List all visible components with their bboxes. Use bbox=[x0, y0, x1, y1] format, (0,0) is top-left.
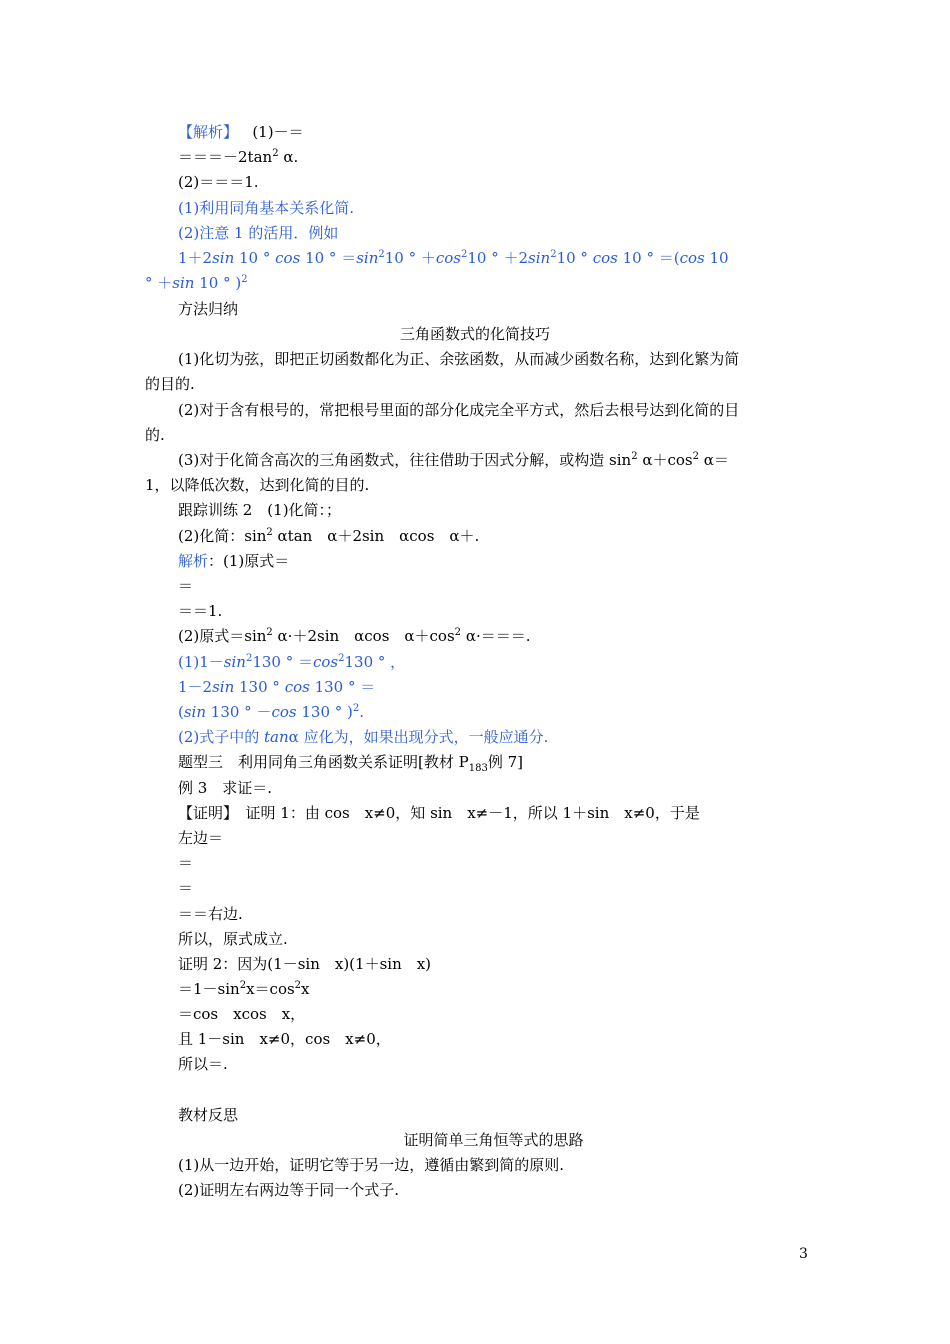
text: sin bbox=[183, 703, 207, 721]
section-heading: 方法归纳 bbox=[178, 300, 239, 318]
solution-line bbox=[178, 626, 530, 646]
proof-line: ＝ bbox=[178, 879, 194, 897]
solution-line: ＝＝1. bbox=[178, 602, 223, 620]
text: 10 ° bbox=[234, 249, 276, 267]
text: α. bbox=[278, 148, 299, 166]
text: 10 ° ＝ bbox=[300, 249, 357, 267]
text: cos bbox=[679, 249, 705, 267]
exercise-title: 跟踪训练 2 (1)化简：； bbox=[178, 501, 342, 519]
text: 10 ° ＝( bbox=[617, 249, 680, 267]
text: sin bbox=[223, 653, 246, 671]
text: 题型三 利用同角三角函数关系证明[教材 P bbox=[178, 753, 469, 771]
text: (2)式子中的 bbox=[178, 728, 265, 746]
superscript: 2 bbox=[692, 451, 699, 462]
text: ° ＋ bbox=[145, 274, 173, 292]
hint-line-1: (1)利用同角基本关系化简. bbox=[178, 199, 355, 217]
text: ＝＝＝－2tan bbox=[178, 148, 273, 166]
text: sin bbox=[528, 249, 551, 267]
text: cos bbox=[313, 653, 339, 671]
hint-line bbox=[178, 727, 548, 747]
paragraph-line: (1)从一边开始，证明它等于另一边，遵循由繁到简的原则. bbox=[178, 1156, 565, 1174]
analysis-line-1 bbox=[178, 122, 304, 142]
text: 10 ° ＋ bbox=[384, 249, 436, 267]
section-title: 证明简单三角恒等式的思路 bbox=[403, 1131, 584, 1149]
hint-formula-line bbox=[178, 702, 364, 722]
paragraph-line: 1，以降低次数，达到化简的目的. bbox=[145, 476, 370, 494]
proof-line bbox=[178, 803, 700, 823]
text: cos bbox=[435, 249, 461, 267]
hint-formula-line bbox=[178, 248, 729, 268]
proof-line: ＝cos xcos x， bbox=[178, 1005, 306, 1023]
text: 1＋2 bbox=[178, 249, 213, 267]
superscript: 2 bbox=[454, 627, 462, 638]
text: x bbox=[301, 980, 310, 998]
proof-line: 所以＝. bbox=[178, 1055, 228, 1073]
subscript: 183 bbox=[468, 763, 488, 774]
text: tan bbox=[264, 728, 289, 746]
analysis-label: 【解析】 bbox=[178, 123, 239, 141]
text: (1)－＝ bbox=[252, 123, 304, 141]
text: ：(1)原式＝ bbox=[208, 552, 290, 570]
text: 130 ° － bbox=[206, 703, 272, 721]
text: sin bbox=[172, 274, 195, 292]
paragraph-line: 的目的. bbox=[145, 375, 195, 393]
hint-formula-line-cont bbox=[145, 273, 248, 293]
text: αtan α＋2sin αcos α＋. bbox=[272, 527, 480, 545]
superscript: 2 bbox=[338, 653, 345, 664]
page-number: 3 bbox=[799, 1246, 808, 1262]
proof-label: 【证明】 bbox=[178, 804, 231, 822]
paragraph-line: (2)对于含有根号的，常把根号里面的部分化成完全平方式，然后去根号达到化简的目 bbox=[178, 401, 740, 419]
superscript: 2 bbox=[239, 980, 247, 991]
text: 130 ° ＝ bbox=[252, 653, 313, 671]
text: α·＋2sin αcos α＋cos bbox=[272, 627, 455, 645]
proof-line: 且 1－sin x≠0，cos x≠0， bbox=[178, 1030, 391, 1048]
text: x＝cos bbox=[246, 980, 295, 998]
text: ＝1－sin bbox=[178, 980, 240, 998]
text: 130 ° ， bbox=[344, 653, 406, 671]
superscript: 2 bbox=[378, 249, 385, 260]
example-title: 例 3 求证＝. bbox=[178, 779, 273, 797]
text: α·＝＝＝. bbox=[461, 627, 531, 645]
text: cos bbox=[284, 678, 310, 696]
text: 10 ° ＋2 bbox=[467, 249, 529, 267]
hint-line-2: (2)注意 1 的活用．例如 bbox=[178, 224, 339, 242]
proof-line: 左边＝ bbox=[178, 829, 224, 847]
proof-line: ＝＝右边. bbox=[178, 905, 243, 923]
section-heading: 教材反思 bbox=[178, 1106, 239, 1124]
text: 130 ° ＝ bbox=[309, 678, 376, 696]
superscript: 2 bbox=[352, 703, 360, 714]
exercise-line bbox=[178, 526, 479, 546]
text: 130 ° ) bbox=[296, 703, 353, 721]
solution-line: ＝ bbox=[178, 577, 194, 595]
text: (2)化简：sin bbox=[178, 527, 267, 545]
proof-line: ＝ bbox=[178, 854, 194, 872]
text: α＋cos bbox=[637, 451, 693, 469]
solution-label: 解析 bbox=[178, 552, 209, 570]
proof-line bbox=[178, 979, 310, 999]
superscript: 2 bbox=[550, 249, 557, 260]
text: α 应化为，如果出现分式，一般应通分. bbox=[288, 728, 549, 746]
text: cos bbox=[275, 249, 301, 267]
text: 130 ° bbox=[234, 678, 285, 696]
text: 10 ° ) bbox=[194, 274, 242, 292]
text: 1－2 bbox=[178, 678, 213, 696]
text: cos bbox=[271, 703, 297, 721]
hint-formula-line bbox=[178, 652, 405, 672]
proof-line: 所以，原式成立. bbox=[178, 930, 288, 948]
text: cos bbox=[592, 249, 618, 267]
paragraph-line bbox=[178, 450, 729, 470]
text: ( bbox=[178, 703, 184, 721]
text: 例 7] bbox=[487, 753, 523, 771]
analysis-line-2 bbox=[178, 147, 298, 167]
proof-line: 证明 2：因为(1－sin x)(1＋sin x) bbox=[178, 955, 432, 973]
text: 10 ° bbox=[556, 249, 593, 267]
solution-line bbox=[178, 551, 289, 571]
text: . bbox=[359, 703, 365, 721]
text: sin bbox=[212, 249, 235, 267]
superscript: 2 bbox=[461, 249, 468, 260]
superscript: 2 bbox=[266, 527, 273, 538]
text: α＝ bbox=[698, 451, 729, 469]
hint-formula-line bbox=[178, 677, 375, 697]
paragraph-line: (1)化切为弦，即把正切函数都化为正、余弦函数，从而减少函数名称，达到化繁为简 bbox=[178, 350, 740, 368]
superscript: 2 bbox=[241, 274, 248, 285]
superscript: 2 bbox=[631, 451, 638, 462]
text: 证明 1：由 cos x≠0，知 sin x≠－1，所以 1＋sin x≠0，于是 bbox=[230, 804, 700, 822]
superscript: 2 bbox=[294, 980, 302, 991]
section-title: 三角函数式的化简技巧 bbox=[399, 325, 550, 343]
text: sin bbox=[212, 678, 235, 696]
superscript: 2 bbox=[245, 653, 253, 664]
text: (2)原式＝sin bbox=[178, 627, 267, 645]
analysis-line-3: (2)＝＝＝1. bbox=[178, 173, 259, 191]
text: sin bbox=[356, 249, 379, 267]
superscript: 2 bbox=[272, 148, 279, 159]
question-type-heading bbox=[178, 752, 523, 772]
text: (3)对于化简含高次的三角函数式，往往借助于因式分解，或构造 sin bbox=[178, 451, 632, 469]
paragraph-line: (2)证明左右两边等于同一个式子. bbox=[178, 1181, 400, 1199]
text: 10 bbox=[704, 249, 729, 267]
text: (1)1－ bbox=[178, 653, 224, 671]
superscript: 2 bbox=[266, 627, 273, 638]
paragraph-line: 的. bbox=[145, 426, 165, 444]
